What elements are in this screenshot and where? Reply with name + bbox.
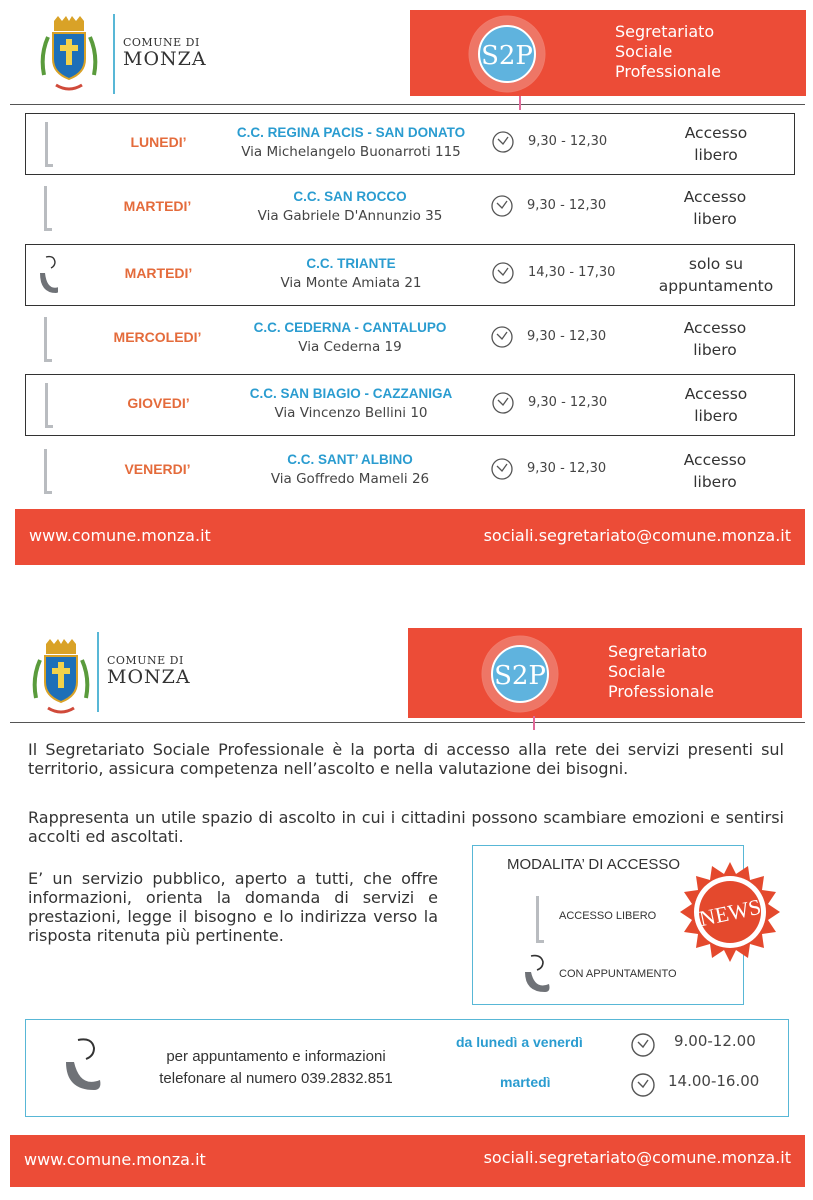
schedule-access-line2: libero: [694, 146, 738, 164]
schedule-center-name: C.C. TRIANTE: [306, 256, 396, 271]
s2p-logo-2: [478, 632, 562, 716]
header-divider-2: [10, 722, 805, 723]
schedule-address: Via Vincenzo Bellini 10: [274, 405, 428, 421]
schedule-access-line1: Accesso: [684, 124, 748, 142]
clock-icon: [491, 261, 515, 285]
schedule-center-name: C.C. SANT’ ALBINO: [287, 452, 413, 467]
schedule-hours: 9,30 - 12,30: [527, 461, 607, 476]
schedule-center-name: C.C. SAN BIAGIO - CAZZANIGA: [249, 386, 453, 401]
header-divider-tick-2: [533, 716, 535, 730]
schedule-row: [25, 309, 795, 371]
s2p-logo-text-2: S2P: [494, 661, 546, 691]
website-link[interactable]: www.comune.monza.it: [29, 526, 211, 545]
contact-phone-line[interactable]: telefonare al numero 039.2832.851: [159, 1070, 393, 1087]
contact-hours-weekdays: 9.00-12.00: [674, 1032, 756, 1050]
schedule-address: Via Cederna 19: [298, 339, 402, 355]
schedule-access-line2: libero: [693, 341, 737, 359]
clock-icon: [490, 457, 514, 481]
access-modes-title: MODALITA’ DI ACCESSO: [507, 856, 681, 873]
schedule-center-name: C.C. REGINA PACIS - SAN DONATO: [236, 125, 466, 140]
schedule-access-line1: solo su: [688, 255, 744, 273]
footer-bar-page1: [15, 509, 805, 565]
email-link[interactable]: sociali.segretariato@comune.monza.it: [483, 526, 791, 545]
schedule-center-name: C.C. SAN ROCCO: [293, 189, 407, 204]
intro-paragraph-3: E’ un servizio pubblico, aperto a tutti, che offre informazioni, orienta la domanda di servizi e prestazioni, legge il bisogno e lo indirizza verso la risposta ritenuta più pertinente.: [28, 869, 438, 945]
schedule-access-line1: Accesso: [683, 451, 747, 469]
standing-figure-icon: [37, 315, 57, 363]
schedule-access-line2: libero: [694, 407, 738, 425]
schedule-row: [25, 178, 795, 240]
access-free-label: ACCESSO LIBERO: [559, 910, 657, 922]
schedule-center-name: C.C. CEDERNA - CANTALUPO: [253, 320, 447, 335]
footer-bar-page2: [10, 1135, 805, 1187]
schedule-row: [25, 113, 795, 175]
service-banner-2: [408, 628, 802, 718]
schedule-row: [25, 244, 795, 306]
standing-figure-icon: [38, 381, 58, 429]
news-badge-text: NEWS: [697, 893, 764, 932]
schedule-hours: 9,30 - 12,30: [528, 134, 608, 149]
service-title-line1-2: Segretariato: [608, 642, 708, 661]
schedule-day: MARTEDI’: [124, 265, 193, 281]
schedule-day: VENERDI’: [124, 461, 191, 477]
news-badge: [678, 860, 782, 964]
contact-hours-tuesday: 14.00-16.00: [668, 1072, 760, 1090]
schedule-hours: 9,30 - 12,30: [527, 198, 607, 213]
monza-label: MONZA: [123, 48, 207, 70]
clock-icon: [490, 194, 514, 218]
schedule-access-line1: Accesso: [684, 385, 748, 403]
schedule-day: MARTEDI’: [123, 198, 192, 214]
schedule-hours: 9,30 - 12,30: [528, 395, 608, 410]
comune-di-label: COMUNE DI: [123, 36, 200, 49]
schedule-access-line2: appuntamento: [658, 277, 774, 295]
schedule-hours: 9,30 - 12,30: [527, 329, 607, 344]
comune-di-monza-wordmark-2: [97, 632, 191, 712]
phone-icon: [521, 952, 551, 996]
service-banner: [410, 10, 806, 96]
s2p-logo-text: S2P: [481, 41, 533, 71]
monza-crest-logo: [38, 15, 100, 95]
monza-label-2: MONZA: [107, 666, 191, 688]
standing-figure-icon: [38, 120, 58, 168]
schedule-address: Via Gabriele D'Annunzio 35: [257, 208, 443, 224]
header-divider: [10, 104, 805, 105]
website-link-2[interactable]: www.comune.monza.it: [24, 1150, 206, 1169]
contact-days-tuesday: martedì: [500, 1074, 551, 1090]
comune-di-label-2: COMUNE DI: [107, 654, 184, 667]
schedule-address: Via Michelangelo Buonarroti 115: [241, 144, 461, 160]
email-link-2[interactable]: sociali.segretariato@comune.monza.it: [483, 1148, 791, 1167]
contact-line-1: per appuntamento e informazioni: [166, 1048, 386, 1065]
standing-figure-icon: [531, 896, 545, 944]
schedule-hours: 14,30 - 17,30: [528, 265, 616, 280]
schedule-day: LUNEDI’: [130, 134, 187, 150]
schedule-access-line2: libero: [693, 473, 737, 491]
schedule-row: [25, 441, 795, 503]
service-title-line2-2: Sociale: [608, 662, 666, 681]
schedule-row: [25, 374, 795, 436]
contact-days-weekdays: da lunedì a venerdì: [456, 1034, 583, 1050]
schedule-address: Via Goffredo Mameli 26: [270, 471, 430, 487]
clock-icon: [630, 1032, 656, 1058]
schedule-access-line2: libero: [693, 210, 737, 228]
schedule-access-line1: Accesso: [683, 319, 747, 337]
access-appointment-label: CON APPUNTAMENTO: [559, 968, 677, 980]
phone-icon-large: [62, 1034, 102, 1094]
standing-figure-icon: [37, 447, 57, 495]
schedule-day: MERCOLEDI’: [113, 329, 202, 345]
intro-paragraph-1: Il Segretariato Sociale Professionale è la porta di accesso alla rete dei servizi presenti sul territorio, assicura competenza nell’ascolto e nella valutazione dei bisogni.: [28, 740, 784, 778]
clock-icon: [630, 1072, 656, 1098]
header-divider-tick: [519, 96, 521, 110]
clock-icon: [491, 391, 515, 415]
clock-icon: [490, 325, 514, 349]
schedule-address: Via Monte Amiata 21: [280, 275, 422, 291]
service-title-line1: Segretariato: [615, 22, 715, 41]
contact-info-box: [25, 1019, 789, 1117]
standing-figure-icon: [37, 184, 57, 232]
clock-icon: [491, 130, 515, 154]
s2p-logo: [465, 12, 549, 96]
intro-paragraph-2: Rappresenta un utile spazio di ascolto in cui i cittadini possono scambiare emozioni e sentirsi accolti ed ascoltati.: [28, 808, 784, 846]
service-title-line3-2: Professionale: [608, 682, 714, 701]
schedule-access-line1: Accesso: [683, 188, 747, 206]
phone-icon: [38, 251, 58, 299]
service-title-line2: Sociale: [615, 42, 673, 61]
monza-crest-logo-2: [30, 638, 92, 718]
comune-di-monza-wordmark: [113, 14, 207, 94]
schedule-day: GIOVEDI’: [127, 395, 190, 411]
service-title-line3: Professionale: [615, 62, 721, 81]
